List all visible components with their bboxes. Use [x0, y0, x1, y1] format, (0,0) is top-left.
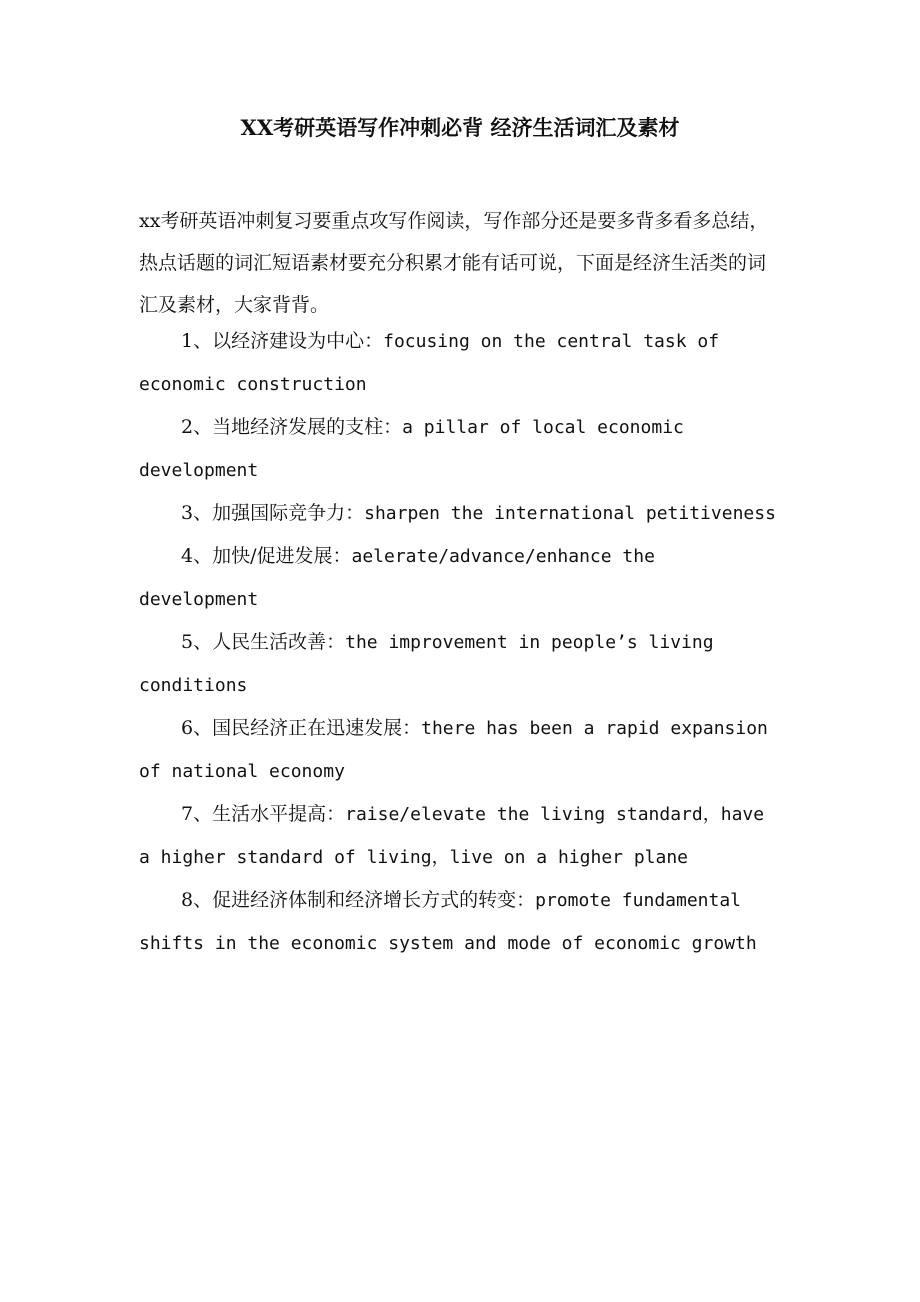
list-item [139, 320, 779, 406]
item-english: aelerate/advance/enhance the development [139, 546, 655, 610]
item-number: 5、 [181, 631, 213, 653]
item-number: 8、 [181, 889, 213, 911]
item-number: 3、 [181, 502, 213, 524]
item-number: 1、 [181, 330, 213, 352]
item-english: focusing on the central task of economic construction [139, 331, 720, 395]
item-english: promote fundamental shifts in the economic system and mode of economic growth [139, 890, 757, 954]
item-english: a pillar of local economic development [139, 417, 684, 481]
item-number: 2、 [181, 416, 213, 438]
item-chinese: 加快/促进发展： [212, 545, 352, 567]
vocabulary-list [139, 320, 779, 965]
item-number: 4、 [181, 545, 213, 567]
item-chinese: 生活水平提高： [212, 803, 346, 825]
item-chinese: 人民生活改善： [212, 631, 346, 653]
item-chinese: 促进经济体制和经济增长方式的转变： [212, 889, 536, 911]
item-number: 7、 [181, 803, 213, 825]
list-item [139, 406, 779, 492]
item-chinese: 以经济建设为中心： [212, 330, 384, 352]
item-chinese: 国民经济正在迅速发展： [212, 717, 422, 739]
item-number: 6、 [181, 717, 213, 739]
item-chinese: 当地经济发展的支柱： [212, 416, 403, 438]
item-english: raise/elevate the living standard，have a higher standard of living，live on a higher plane [139, 804, 765, 868]
list-item [139, 879, 779, 965]
item-chinese: 加强国际竞争力： [212, 502, 365, 524]
item-english: sharpen the international petitiveness [364, 503, 776, 524]
list-item [139, 793, 779, 879]
intro-paragraph: xx考研英语冲刺复习要重点攻写作阅读，写作部分还是要多背多看多总结，热点话题的词汇短语素材要充分积累才能有话可说，下面是经济生活类的词汇及素材，大家背背。 [139, 210, 769, 316]
item-english: the improvement in people’s living conditions [139, 632, 714, 696]
list-item [139, 621, 779, 707]
document-title: XX考研英语写作冲刺必背 经济生活词汇及素材 [240, 115, 680, 140]
list-item [139, 707, 779, 793]
list-item [139, 492, 779, 535]
item-english: there has been a rapid expansion of national economy [139, 718, 768, 782]
list-item [139, 535, 779, 621]
